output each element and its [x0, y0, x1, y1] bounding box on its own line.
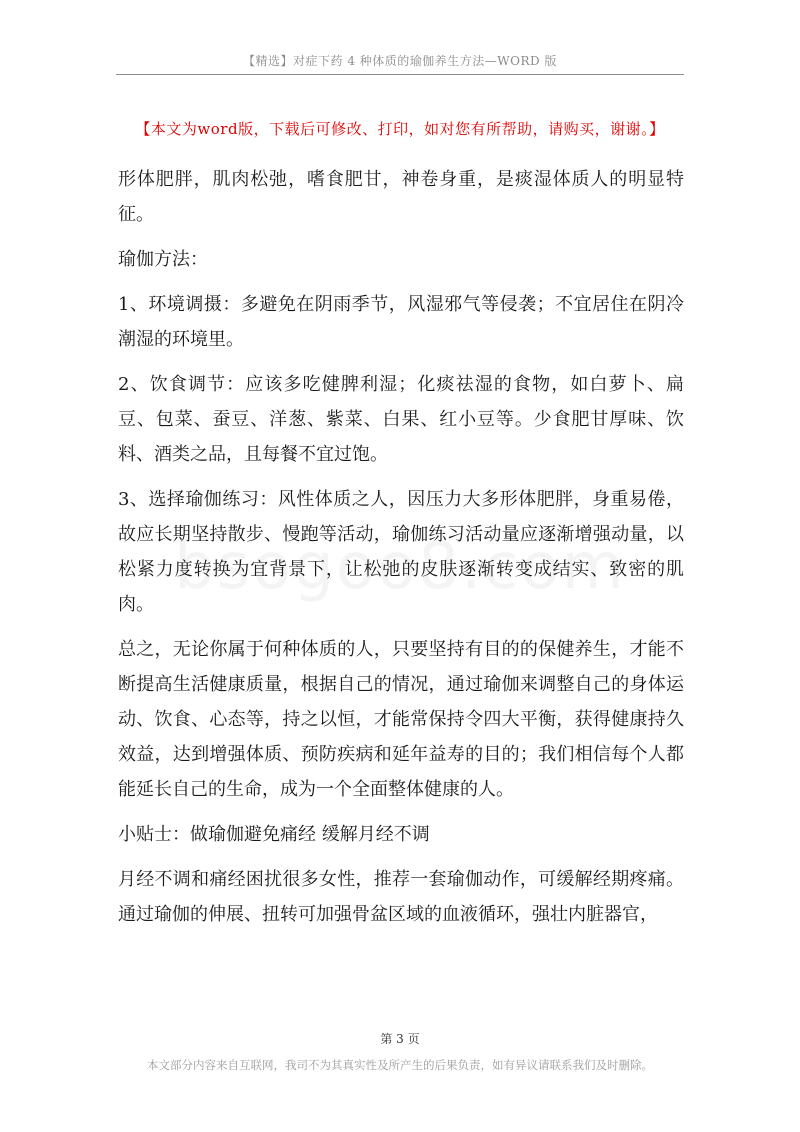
- paragraph-environment: 1、环境调摄：多避免在阴雨季节，风湿邪气等侵袭；不宜居住在阴冷潮湿的环境里。: [118, 294, 684, 350]
- footer-disclaimer: 本文部分内容来自互联网，我司不为其真实性及所产生的后果负责，如有异议请联系我们及时删除。: [147, 1058, 653, 1072]
- paragraph-practice: 3、选择瑜伽练习：风性体质之人，因压力大多形体肥胖，身重易倦，故应长期坚持散步、慢跑等活动，瑜伽练习活动量应逐渐增强动量，以松紧力度转换为宜背景下，让松弛的皮肤逐渐转变成结实、致密的肌肉。: [118, 489, 684, 615]
- paragraph-diet: 2、饮食调节：应该多吃健脾利湿；化痰祛湿的食物，如白萝卜、扁豆、包菜、蚕豆、洋葱、紫菜、白果、红小豆等。少食肥甘厚味、饮料、酒类之品，且每餐不宜过饱。: [118, 374, 684, 465]
- header-divider: [116, 74, 684, 75]
- paragraph-summary: 总之，无论你属于何种体质的人，只要坚持有目的的保健养生，才能不断提高生活健康质量，根据自己的情况，通过瑜伽来调整自己的身体运动、饮食、心态等，持之以恒，才能常保持令四大平衡，获得健康持久效益，达到增强体质、预防疾病和延年益寿的目的；我们相信每个人都能延长自己的生命，成为一个全面整体健康的人。: [118, 639, 684, 800]
- document-body: [118, 162, 684, 942]
- page-number: 第 3 页: [380, 1032, 420, 1046]
- download-notice: 【本文为word版，下载后可修改、打印，如对您有所帮助，请购买，谢谢。】: [135, 120, 665, 138]
- page-header: 【精选】对症下药 4 种体质的瑜伽养生方法—WORD 版: [243, 54, 557, 68]
- paragraph-method-heading: 瑜伽方法：: [118, 249, 208, 270]
- paragraph-tip-body: 月经不调和痛经困扰很多女性，推荐一套瑜伽动作，可缓解经期疼痛。通过瑜伽的伸展、扭转可加强骨盆区域的血液循环，强壮内脏器官，: [118, 869, 684, 925]
- paragraph-intro: 形体肥胖，肌肉松弛，嗜食肥甘，神卷身重，是痰湿体质人的明显特征。: [118, 169, 684, 225]
- paragraph-tip-heading: 小贴士：做瑜伽避免痛经 缓解月经不调: [118, 824, 430, 845]
